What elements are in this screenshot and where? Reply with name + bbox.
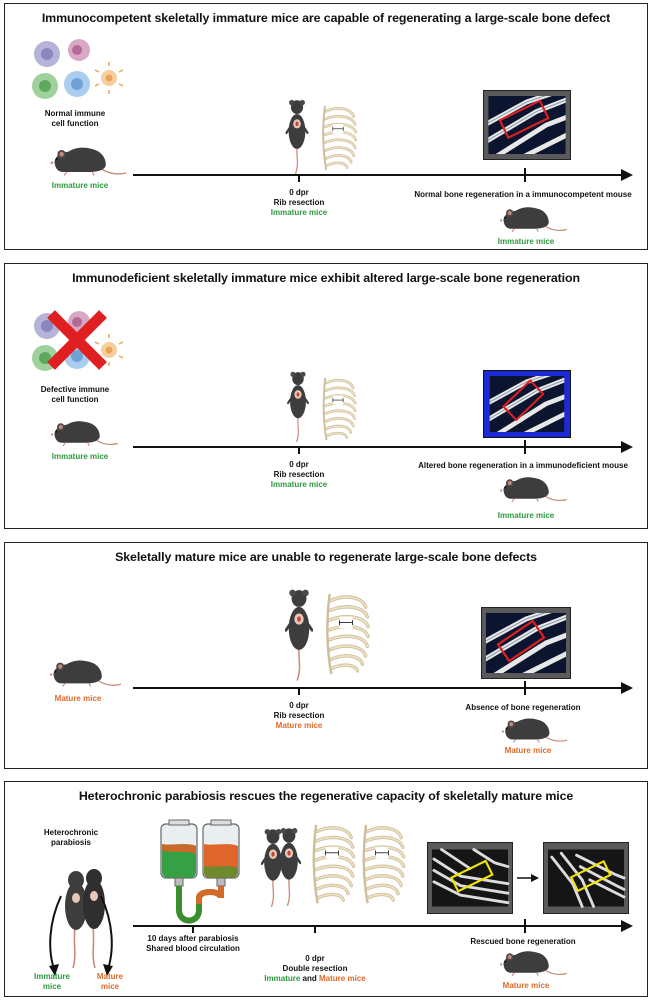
upright-mouse-icon [285, 585, 313, 683]
upright-mouse-icon [277, 822, 301, 910]
mouse-icon [499, 474, 567, 504]
outcome-label: Rescued bone regeneration [470, 937, 576, 946]
outcome-mouse-label: Immature mice [497, 511, 555, 520]
mouse-icon [49, 144, 127, 178]
outcome-mouse-label: Mature mice [504, 746, 552, 755]
ct-scan-icon [481, 607, 571, 679]
red-x-icon [45, 310, 109, 370]
mouse-icon [501, 715, 567, 745]
timeline-arrow [133, 440, 637, 454]
rib-cage-icon [317, 589, 375, 679]
tick-label: 0 dpr Rib resection Immature mice [270, 460, 328, 489]
panel-title: Heterochronic parabiosis rescues the regenerative capacity of skeletally mature mice [78, 789, 574, 803]
immune-caption: Normal immune cell function [44, 109, 106, 128]
panel-mature [4, 542, 648, 769]
tick-label: 0 dpr Rib resection Mature mice [273, 701, 325, 730]
blood-bag-icon [159, 820, 255, 930]
rib-cage-icon [313, 102, 363, 174]
ct-scan-icon [483, 370, 571, 438]
tick1-label: 10 days after parabiosis Shared blood circulation [146, 934, 240, 953]
panel-title: Immunodeficient skeletally immature mice exhibit altered large-scale bone regeneration [72, 271, 580, 285]
upright-mouse-icon [287, 370, 309, 442]
outcome-mouse-label: Mature mice [502, 981, 550, 990]
timeline-arrow [133, 919, 637, 933]
ct-scan-icon [427, 842, 513, 914]
tick-label: 0 dpr Rib resection Immature mice [270, 188, 328, 217]
left-mouse-label: Mature mice [54, 694, 102, 703]
outcome-mouse-label: Immature mice [497, 237, 555, 246]
left-mouse-label: Immature mice [51, 181, 109, 190]
timeline-arrow [133, 168, 637, 182]
panel-title: Immunocompetent skeletally immature mice are capable of regenerating a large-scale bone defect [41, 11, 611, 25]
tick2-label: 0 dpr Double resection Immature and Mature mice [264, 954, 366, 983]
mouse-icon [49, 657, 121, 689]
panel-immunodeficient [4, 263, 648, 529]
outcome-label: Normal bone regeneration in a immunocompetent mouse [414, 190, 632, 199]
outcome-label: Absence of bone regeneration [465, 703, 581, 712]
mouse-icon [499, 204, 567, 234]
left-immature-label: Immature mice [33, 972, 70, 991]
rib-cage-icon [313, 374, 363, 444]
timeline-arrow [133, 681, 637, 695]
left-mature-label: Mature mice [96, 972, 124, 991]
immune-caption: Defective immune cell function [40, 385, 110, 404]
mouse-icon [49, 418, 119, 448]
rib-cage-icon [355, 820, 409, 908]
panel-parabiosis [4, 781, 648, 997]
parabiosis-caption: Heterochronic parabiosis [43, 828, 99, 847]
rib-cage-icon [305, 820, 359, 908]
outcome-label: Altered bone regeneration in a immunodeficient mouse [418, 461, 628, 470]
ct-scan-icon [543, 842, 629, 914]
panel-immunocompetent [4, 3, 648, 250]
mouse-icon [499, 948, 567, 978]
ct-scan-icon [483, 90, 571, 160]
arrow-icon [517, 874, 539, 882]
immune-cell-icon [31, 38, 141, 106]
panel-title: Skeletally mature mice are unable to regenerate large-scale bone defects [115, 550, 537, 564]
arrow-icon [25, 892, 135, 978]
upright-mouse-icon [285, 98, 309, 174]
left-mouse-label: Immature mice [51, 452, 109, 461]
